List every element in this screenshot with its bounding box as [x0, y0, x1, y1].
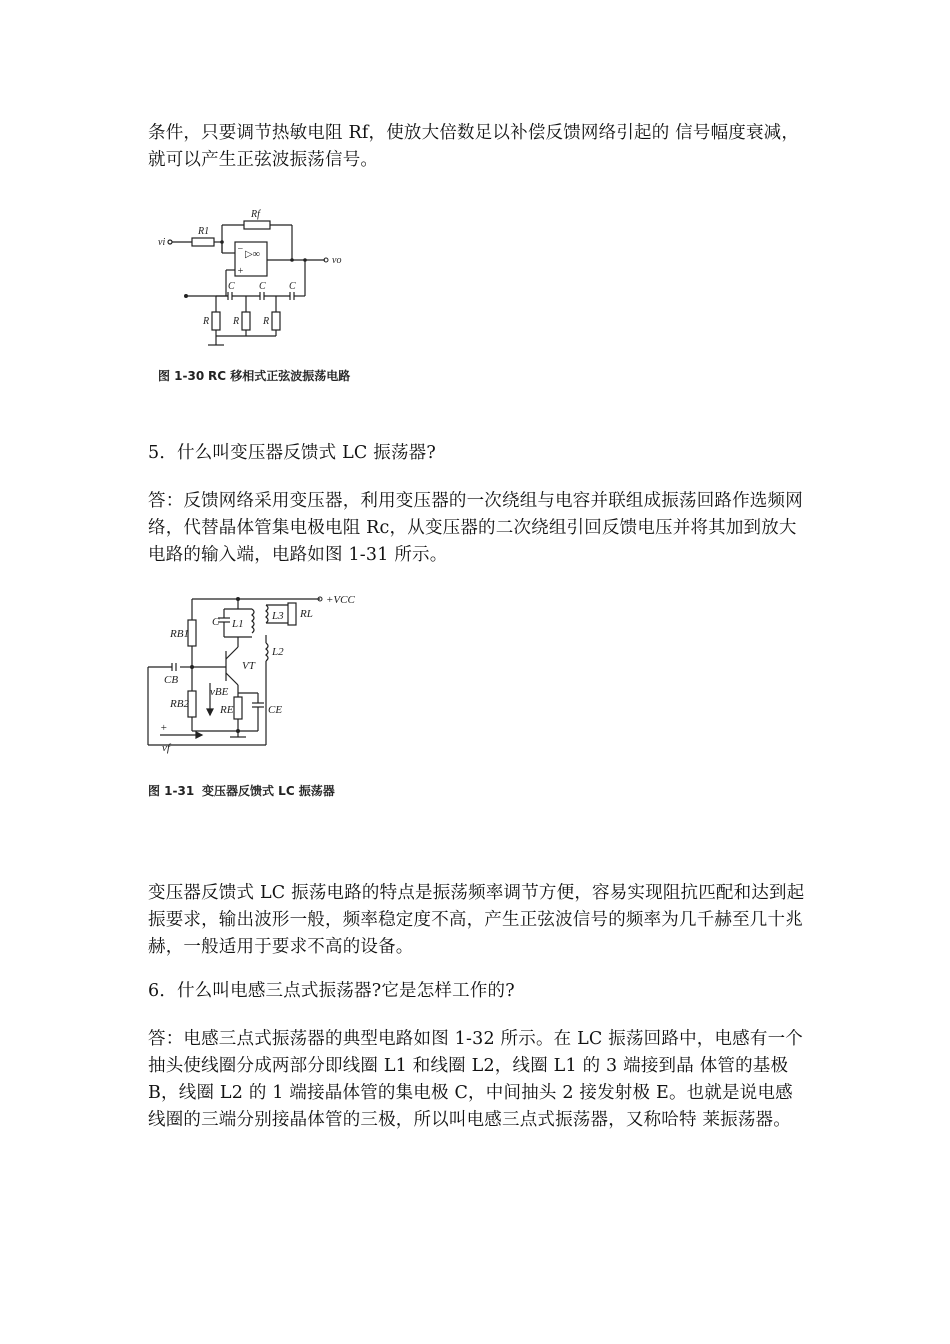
label-r-c: R — [263, 316, 270, 327]
r-resistor-3 — [272, 312, 280, 330]
l3-coil — [266, 605, 268, 623]
label-c3: C — [289, 281, 296, 292]
label-l3: L3 — [272, 610, 284, 622]
label-rf: Rf — [251, 209, 260, 220]
figure-rc-oscillator — [140, 200, 380, 390]
label-c: C — [212, 616, 220, 628]
label-rb2: RB2 — [170, 698, 189, 710]
label-re: RE — [220, 704, 234, 716]
label-c1: C — [228, 281, 235, 292]
label-cb: CB — [164, 674, 179, 686]
answer-6: 答：电感三点式振荡器的典型电路如图 1-32 所示。在 LC 振荡回路中，电感有一个抽头使线圈分成两部分即线圈 L1 和线圈 L2，线圈 L1 的 3 端接到晶 体管的基极 B，线圈 L2 的 1 端接晶体管的集电极 C，中间抽头 2 接发射极 E。也就是说电感线圈的三端分别接晶体管的三极，所以叫电感三点式振荡器，又称哈特 莱振荡器。 — [148, 1029, 803, 1130]
caption-number: 图 1-31 — [148, 784, 195, 798]
rb1-resistor — [188, 620, 196, 646]
paragraph-features: 变压器反馈式 LC 振荡电路的特点是振荡频率调节方便，容易实现阻抗匹配和达到起振要求，输出波形一般，频率稳定度不高，产生正弦波信号的频率为几千赫至几十兆赫，一般适用于要求不高的设备。 — [148, 883, 805, 957]
re-resistor — [234, 697, 242, 719]
label-l2: L2 — [272, 646, 284, 658]
label-plus-vf: + — [160, 722, 168, 734]
label-r-a: R — [203, 316, 210, 327]
figure-lc-oscillator — [140, 585, 380, 805]
label-vf: vf — [162, 742, 170, 754]
label-minus: − — [237, 244, 244, 255]
label-r1: R1 — [198, 226, 210, 237]
label-r-b: R — [233, 316, 240, 327]
paragraph-intro: 条件，只要调节热敏电阻 Rf，使放大倍数足以补偿反馈网络引起的 信号幅度衰减，就可以产生正弦波振荡信号。 — [148, 123, 800, 170]
l2-coil — [266, 643, 268, 661]
label-vt: VT — [242, 660, 255, 672]
question-6: 6．什么叫电感三点式振荡器?它是怎样工作的? — [148, 981, 515, 1001]
question-5: 5．什么叫变压器反馈式 LC 振荡器? — [148, 443, 436, 463]
label-plus: + — [237, 266, 244, 277]
label-vi: vi — [158, 237, 166, 248]
rb2-resistor — [188, 691, 196, 717]
caption-text: 变压器反馈式 LC 振荡器 — [202, 784, 335, 798]
r-resistor-1 — [212, 312, 220, 330]
label-rl: RL — [300, 608, 313, 620]
label-c2: C — [259, 281, 266, 292]
label-ce: CE — [268, 704, 283, 716]
answer-5: 答：反馈网络采用变压器，利用变压器的一次绕组与电容并联组成振荡回路作选频网络，代替晶体管集电极电阻 Rc，从变压器的二次绕组引回反馈电压并将其加到放大电路的输入端，电路如图 1-31 所示。 — [148, 491, 803, 565]
r-resistor-2 — [242, 312, 250, 330]
label-vbe: vBE — [210, 686, 229, 698]
label-rb1: RB1 — [170, 628, 189, 640]
label-l1: L1 — [232, 618, 244, 630]
label-amp: ▷∞ — [245, 249, 260, 260]
caption-number: 图 1-30 — [158, 369, 205, 383]
label-vo: vo — [332, 255, 342, 266]
rf-resistor — [244, 221, 270, 229]
rl-resistor — [288, 603, 296, 625]
r1-resistor — [192, 238, 214, 246]
l1-coil — [252, 609, 254, 633]
caption-text: RC 移相式正弦波振荡电路 — [208, 369, 351, 383]
label-vcc: +VCC — [326, 594, 355, 606]
